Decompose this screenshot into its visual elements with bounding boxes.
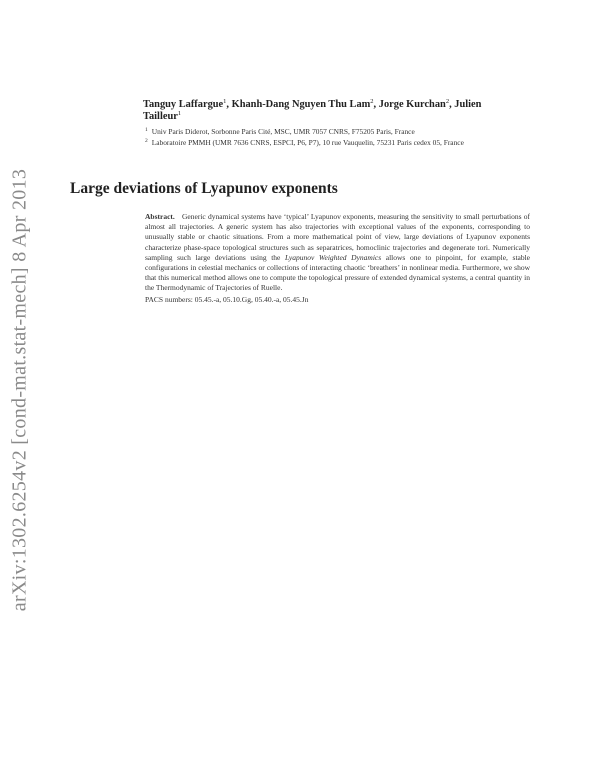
author-name: Tanguy Laffargue — [143, 99, 224, 110]
author-affiliation-mark: 1 — [223, 98, 227, 105]
affiliation-text: Univ Paris Diderot, Sorbonne Paris Cité, MSC, UMR 7057 CNRS, F75205 Paris, France — [151, 127, 415, 136]
abstract-text-part2: allows one to pinpoint, for example, stable configurations in celestial mechanics or collections of interacting chaotic ‘breathers’ in nonlinear media. Furthermore, we show that this numerical method allows one to compute the topological pressure of extended dynamical systems, a central quantity in the Thermodynamic of Trajectories of Ruelle. — [145, 252, 531, 293]
abstract — [145, 212, 530, 294]
author-list — [143, 99, 553, 123]
author-name: Julien — [454, 99, 482, 110]
affiliation-1 — [145, 126, 565, 137]
author-affiliation-mark: 2 — [445, 98, 450, 105]
arxiv-identifier: arXiv:1302.6254v2 [cond-mat.stat-mech] 8 Apr 2013 — [8, 168, 31, 612]
affiliation-list — [145, 126, 565, 148]
affiliation-2 — [145, 137, 565, 148]
affiliation-text: Laboratoire PMMH (UMR 7636 CNRS, ESPCI, P6, P7), 10 rue Vauquelin, 75231 Paris cedex 05, France — [151, 138, 464, 147]
affiliation-number: 1 — [145, 127, 148, 133]
author-name: Khanh-Dang Nguyen Thu Lam — [231, 99, 371, 110]
pacs-numbers: PACS numbers: 05.45.-a, 05.10.Gg, 05.40.-a, 05.45.Jn — [145, 295, 309, 304]
paper-title: Large deviations of Lyapunov exponents — [70, 180, 338, 197]
author-separator: , — [373, 99, 379, 110]
arxiv-sidebar — [0, 0, 40, 776]
author-name: Tailleur — [143, 111, 178, 122]
abstract-label: Abstract. — [145, 212, 175, 221]
author-name: Jorge Kurchan — [378, 99, 446, 110]
abstract-emphasis: Lyapunov Weighted Dynamics — [284, 252, 382, 262]
author-affiliation-mark: 2 — [370, 98, 374, 105]
author-affiliation-mark: 1 — [177, 110, 182, 117]
author-separator: , — [449, 99, 455, 110]
author-separator: , — [226, 99, 232, 110]
abstract-text-part1: Generic dynamical systems have ‘typical’ Lyapunov exponents, measuring the sensitivity to small perturbations of almost all trajectories. A generic system has also trajectories with exceptional values of the exponents, corresponding to unusually stable or chaotic situations. From a more mathematical point of view, large deviations of Lyapunov exponents characterize phase-space topological structures such as separatrices, homoclinic trajectories and degenerate tori. Numerically sampling such large deviations using the — [145, 212, 530, 262]
affiliation-number: 2 — [145, 138, 148, 144]
